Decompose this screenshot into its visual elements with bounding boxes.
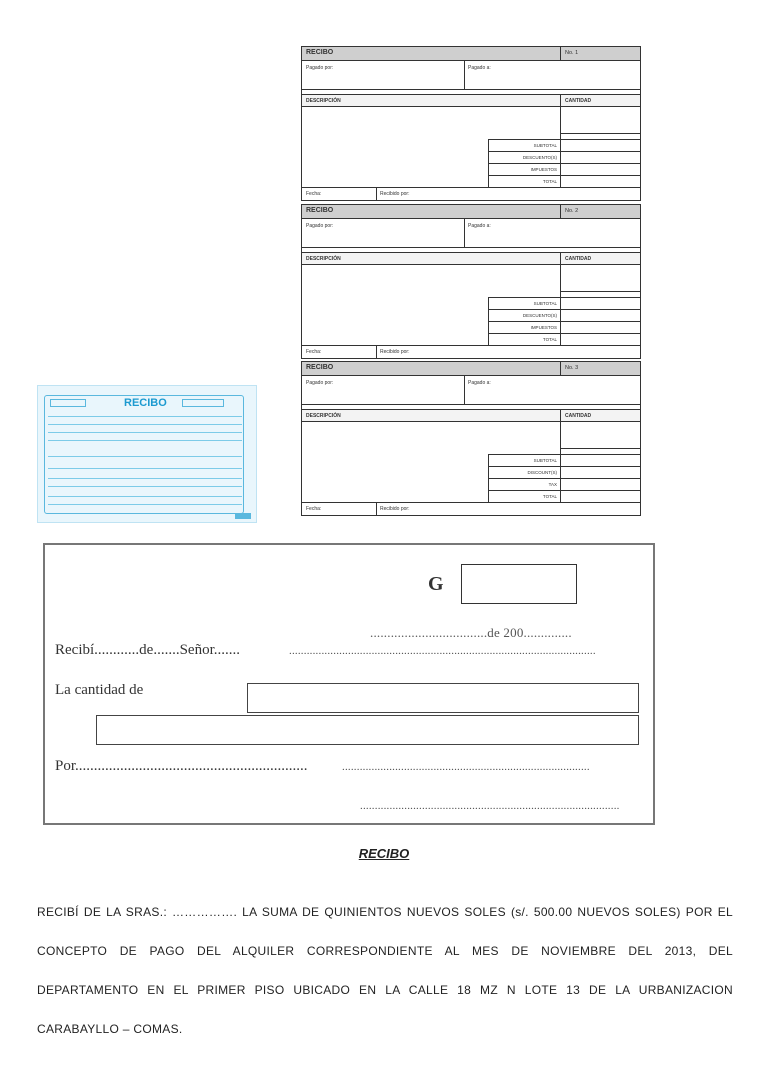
description-header <box>302 95 640 107</box>
paid-to-label: Pagado a: <box>468 65 491 71</box>
received-by-label: Recibido por: <box>380 506 410 512</box>
receipt-form-2 <box>301 204 641 359</box>
date-line: ..................................de 200.............. <box>370 625 572 640</box>
received-dots: ........................................................................................................ <box>289 645 596 657</box>
payer-row <box>302 219 640 248</box>
date-label: Fecha: <box>306 191 322 197</box>
discount-label: DESCUENTO(S) <box>522 155 557 160</box>
receipt-form-3 <box>301 361 641 516</box>
receipt-number: No. 3 <box>560 362 578 375</box>
description-label: DESCRIPCIÓN <box>306 256 341 262</box>
discount-label: DISCOUNT(S) <box>527 470 557 475</box>
blue-receipt-title: RECIBO <box>124 397 167 409</box>
paid-to-label: Pagado a: <box>468 223 491 229</box>
received-from-label: Recibí............de.......Señor....... <box>55 642 240 658</box>
quantity-label: CANTIDAD <box>565 98 592 104</box>
quantity-label: CANTIDAD <box>565 413 592 419</box>
paragraph-line-3: DEPARTAMENTO EN EL PRIMER PISO UBICADO EN LA CALLE 18 MZ N LOTE 13 DE LA URBANIZACION <box>37 983 733 997</box>
for-dots: .................................................................................... <box>342 761 590 773</box>
description-body <box>302 422 640 502</box>
received-by-label: Recibido por: <box>380 349 410 355</box>
receipt-header <box>302 362 640 376</box>
description-header <box>302 410 640 422</box>
paid-by-label: Pagado por: <box>306 223 334 229</box>
paid-to-label: Pagado a: <box>468 380 491 386</box>
description-label: DESCRIPCIÓN <box>306 98 341 104</box>
receipt-number: No. 1 <box>560 47 578 60</box>
amount-box-1 <box>247 683 639 713</box>
g-letter: G <box>428 573 444 595</box>
payer-row <box>302 61 640 90</box>
paragraph-line-4: CARABAYLLO – COMAS. <box>37 1022 183 1036</box>
receipt-title: RECIBO <box>306 364 334 371</box>
g-receipt-form <box>43 543 655 825</box>
payer-row <box>302 376 640 405</box>
tax-label: IMPUESTOS <box>530 167 557 172</box>
received-by-label: Recibido por: <box>380 191 410 197</box>
description-header <box>302 253 640 265</box>
g-number-box <box>461 564 577 604</box>
tax-label: IMPUESTOS <box>530 325 557 330</box>
receipt-form-1 <box>301 46 641 201</box>
receipt-header <box>302 47 640 61</box>
paragraph-line-2: CONCEPTO DE PAGO DEL ALQUILER CORRESPONDIENTE AL MES DE NOVIEMBRE DEL 2013, DEL <box>37 944 733 958</box>
amount-box-2 <box>96 715 639 745</box>
description-body <box>302 265 640 345</box>
receipt-header <box>302 205 640 219</box>
for-label: Por.............................................................. <box>55 758 308 774</box>
bottom-dots: ........................................................................................ <box>360 800 620 812</box>
subtotal-label: SUBTOTAL <box>533 143 557 148</box>
paid-by-label: Pagado por: <box>306 380 334 386</box>
tax-label: TAX <box>548 482 557 487</box>
receipt-number: No. 2 <box>560 205 578 218</box>
total-label: TOTAL <box>542 179 557 184</box>
document-title: RECIBO <box>358 846 410 861</box>
description-body <box>302 107 640 187</box>
quantity-label: CANTIDAD <box>565 256 592 262</box>
subtotal-label: SUBTOTAL <box>533 301 557 306</box>
paragraph-line-1: RECIBÍ DE LA SRAS.: ……………. LA SUMA DE QUINIENTOS NUEVOS SOLES (s/. 500.00 NUEVOS SOLES) POR EL <box>37 905 733 919</box>
date-label: Fecha: <box>306 349 322 355</box>
blue-receipt-image <box>37 385 257 523</box>
receipt-footer <box>302 187 640 200</box>
receipt-title: RECIBO <box>306 49 334 56</box>
total-label: TOTAL <box>542 337 557 342</box>
receipt-footer <box>302 502 640 515</box>
receipt-footer <box>302 345 640 358</box>
date-label: Fecha: <box>306 506 322 512</box>
subtotal-label: SUBTOTAL <box>533 458 557 463</box>
paid-by-label: Pagado por: <box>306 65 334 71</box>
total-label: TOTAL <box>542 494 557 499</box>
discount-label: DESCUENTO(S) <box>522 313 557 318</box>
amount-label: La cantidad de <box>55 682 144 698</box>
description-label: DESCRIPCIÓN <box>306 413 341 419</box>
receipt-title: RECIBO <box>306 207 334 214</box>
